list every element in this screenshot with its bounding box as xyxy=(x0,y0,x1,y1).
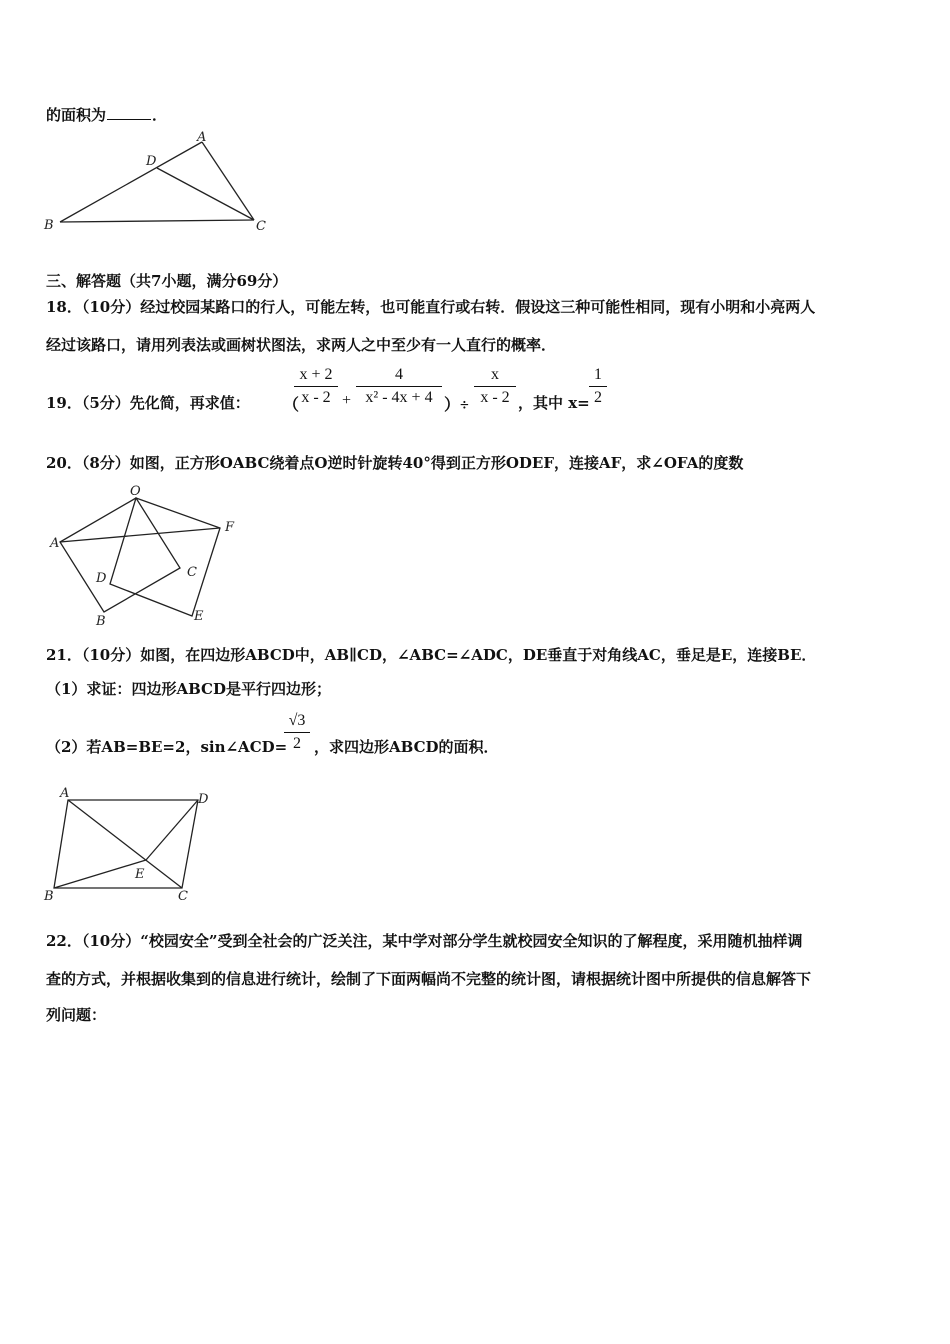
square-oabc xyxy=(60,498,180,612)
q21-sin-value xyxy=(284,712,310,753)
label-b: B xyxy=(44,889,54,904)
figure-parallelogram xyxy=(40,786,230,906)
q19-x-denominator: 2 xyxy=(589,386,607,407)
prev-question-period: ． xyxy=(152,106,168,124)
q19-f2-numerator: 4 xyxy=(395,366,403,383)
label-a: A xyxy=(50,536,60,551)
label-c: C xyxy=(187,565,197,580)
prev-question-tail xyxy=(46,104,167,125)
label-d: D xyxy=(198,792,209,807)
q20-text: 20．（8分）如图，正方形OABC绕着点O逆时针旋转40°得到正方形ODEF，连接AF，求∠OFA的度数 xyxy=(46,454,744,472)
q21-sin-denominator: 2 xyxy=(284,732,310,753)
q22-line-2: 查的方式，并根据收集到的信息进行统计，绘制了下面两幅尚不完整的统计图，请根据统计图中所提供的信息解答下 xyxy=(46,970,812,988)
segment-de xyxy=(146,800,198,860)
label-b: B xyxy=(44,218,54,233)
q19-lparen: （ xyxy=(283,397,300,414)
q18-line-2: 经过该路口，请用列表法或画树状图法，求两人之中至少有一人直行的概率． xyxy=(46,336,557,354)
label-f: F xyxy=(225,520,235,535)
q19-f2-denominator: x² - 4x + 4 xyxy=(356,386,442,407)
diagonal-ac xyxy=(68,800,182,888)
figure-rotated-squares xyxy=(40,478,260,628)
q19-where-x: ，其中 x= xyxy=(518,394,590,412)
label-a: A xyxy=(197,130,207,145)
q21-part-2-prefix: （2）若AB=BE=2，sin∠ACD= xyxy=(46,738,288,756)
q19-x-value xyxy=(589,366,607,407)
q19-f1-denominator: x - 2 xyxy=(294,386,338,407)
label-o: O xyxy=(130,484,141,499)
segment-ba xyxy=(60,142,202,222)
q19-fraction-2 xyxy=(356,366,442,407)
prev-question-text: 的面积为 xyxy=(46,106,107,124)
figure-triangle-adc xyxy=(40,128,280,238)
label-a: A xyxy=(60,786,70,801)
q19-f1-numerator: x + 2 xyxy=(299,366,333,383)
q19-plus: + xyxy=(342,392,352,409)
label-e: E xyxy=(135,867,145,882)
q21-part-1: （1）求证：四边形ABCD是平行四边形； xyxy=(46,680,331,698)
segment-af xyxy=(60,528,220,542)
q19-f3-numerator: x xyxy=(491,366,499,383)
answer-blank xyxy=(107,105,151,120)
q22-line-1: 22．（10分）“校园安全”受到全社会的广泛关注，某中学对部分学生就校园安全知识的了解程度，采用随机抽样调 xyxy=(46,932,803,950)
q19-fraction-3 xyxy=(474,366,516,407)
q19-rparen-divide: ）÷ xyxy=(444,397,469,414)
q21-part-2-suffix: ，求四边形ABCD的面积． xyxy=(314,738,499,756)
q19-fraction-1 xyxy=(294,366,338,407)
q22-line-3: 列问题： xyxy=(46,1006,107,1024)
q19-f3-denominator: x - 2 xyxy=(474,386,516,407)
label-d: D xyxy=(146,154,157,169)
label-c: C xyxy=(256,219,266,234)
q21-line-1: 21．（10分）如图，在四边形ABCD中，AB∥CD，∠ABC=∠ADC，DE垂直于对角线AC，垂足是E，连接BE． xyxy=(46,646,817,664)
segment-ac xyxy=(202,142,254,220)
segment-bc xyxy=(60,220,254,222)
segment-be xyxy=(54,860,146,888)
label-c: C xyxy=(178,889,188,904)
label-b: B xyxy=(96,614,106,629)
q19-x-numerator: 1 xyxy=(594,366,602,383)
q19-prefix: 19．（5分）先化简，再求值： xyxy=(46,394,250,412)
q18-line-1: 18．（10分）经过校园某路口的行人，可能左转，也可能直行或右转．假设这三种可能性相同，现有小明和小亮两人 xyxy=(46,298,816,316)
segment-dc xyxy=(157,168,254,220)
section-title: 三、解答题（共7小题，满分69分） xyxy=(46,272,288,290)
q21-sin-numerator: √3 xyxy=(288,712,306,729)
label-e: E xyxy=(194,609,204,624)
label-d: D xyxy=(96,571,107,586)
